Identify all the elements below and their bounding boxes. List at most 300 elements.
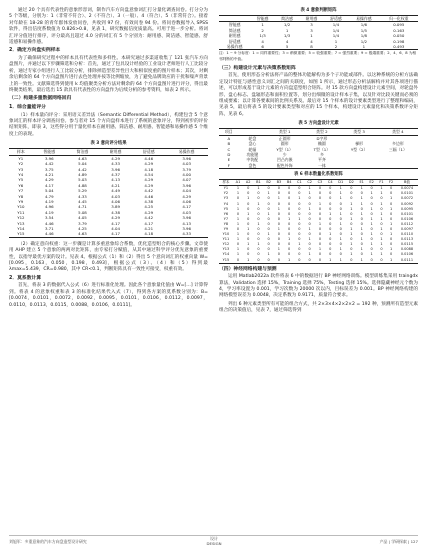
table-cell: 1 [362, 44, 366, 50]
table-cell: 0.0115 [400, 242, 414, 247]
table-cell: 0 [277, 221, 281, 226]
table-cell: 0 [267, 257, 270, 262]
table-cell: 0 [389, 201, 393, 206]
table-cell: 4.96 [44, 204, 54, 210]
design-element-table [219, 128, 418, 169]
table-cell: 0 [329, 247, 332, 252]
table-cell: 1 [380, 242, 383, 247]
table-header-cell: B4 [286, 180, 292, 185]
table-cell: 1 [339, 196, 342, 201]
table-cell: 0.493 [393, 44, 405, 50]
table-cell: 0 [298, 257, 301, 262]
table-cell: 4 [261, 38, 264, 44]
table-cell: 1 [308, 206, 311, 211]
table-cell: 0 [257, 247, 260, 252]
table-cell: 0 [298, 206, 301, 211]
footer-journal-logo [179, 537, 249, 546]
table-cell: Y7 [18, 188, 24, 194]
table-cell: 0 [329, 196, 332, 201]
table-cell: 4.00 [182, 171, 191, 177]
table-cell: 1 [257, 221, 260, 226]
table-cell: 0.0112 [400, 221, 414, 226]
table-cell: 0 [267, 221, 270, 226]
table-cell: 0 [389, 237, 393, 242]
table-cell: 1/4 [332, 33, 340, 39]
table-cell: 0 [267, 242, 270, 247]
table-cell: Y6 [223, 211, 229, 216]
table-header-cell: C3 [317, 180, 323, 185]
table-cell: 0 [318, 186, 322, 191]
table-cell: Y1 [223, 186, 229, 191]
table-cell: 1 [339, 237, 342, 242]
table-cell: 3.96 [182, 225, 191, 231]
table-cell: 0.0111 [400, 257, 414, 262]
table-cell: 1 [350, 201, 353, 206]
table-cell: 0 [247, 221, 250, 226]
table-cell: T型（1） [313, 146, 331, 152]
table-cell: 0 [288, 201, 291, 206]
table-cell: 0 [360, 242, 363, 247]
table-cell: 0.0106 [400, 216, 414, 221]
table-cell: 轮盘 [248, 135, 257, 141]
table-cell: 3 [310, 27, 313, 33]
table-cell: 0 [277, 232, 281, 237]
table-cell: Y型（2） [350, 146, 368, 152]
table-cell: Y13 [17, 220, 25, 226]
table-cell: 0 [318, 237, 322, 242]
table-cell: 5.04 [78, 161, 87, 167]
table-cell: 1 [370, 216, 373, 221]
table-cell: 轮辐 [248, 146, 257, 152]
table-row [219, 163, 418, 169]
table-cell: 1 [247, 242, 250, 247]
table-row [219, 258, 418, 264]
table-cell: 1 [247, 196, 250, 201]
table-cell: 0 [288, 247, 291, 252]
table-header-cell: B3 [276, 180, 282, 185]
table-cell: 4.13 [182, 220, 191, 226]
table-cell: 0.0110 [400, 232, 414, 237]
table-cell: 1 [360, 237, 363, 242]
table-cell: 一体 [318, 162, 326, 168]
table-cell: 0 [329, 191, 332, 196]
table-cell: Y14 [222, 252, 230, 257]
table-cell: 0 [329, 216, 332, 221]
table-header-cell: B2 [266, 180, 271, 185]
table-cell: 4.04 [182, 188, 191, 194]
table-cell: 1 [285, 27, 289, 33]
table-cell: 0 [308, 221, 311, 226]
table-header-cell: 智能感 [256, 16, 269, 21]
table-cell: 0 [360, 232, 363, 237]
table-cell: 4.38 [111, 209, 120, 215]
table-cell: 1 [380, 191, 383, 196]
table-cell: 梯形 [355, 141, 363, 147]
section-heading: （二）构建多重数据网络回归 [9, 96, 72, 102]
table-header-cell: 简洁感 [281, 16, 293, 21]
table-cell: 4.29 [111, 155, 120, 161]
table-cell: 4.63 [78, 231, 87, 237]
table-cell: Y10 [222, 232, 230, 237]
table-cell: 6 [261, 44, 264, 50]
table-cell: 1 [236, 237, 240, 242]
table-cell: 1 [389, 232, 393, 237]
table-cell: A [227, 135, 231, 141]
table-cell: 1 [329, 211, 332, 216]
table-cell: Y4 [18, 171, 24, 177]
table-header-cell: E1 [359, 180, 364, 185]
table-header-cell: 归一化权重 [389, 16, 409, 21]
table-cell: 0 [288, 232, 291, 237]
table-cell: 0 [389, 252, 393, 257]
table-cell: 0 [257, 237, 260, 242]
table-cell: Y5 [223, 206, 229, 211]
table-cell: 4 [310, 38, 313, 44]
table-cell: 1 [236, 186, 240, 191]
table-cell: 4.45 [78, 198, 87, 204]
table-cell: 0 [298, 237, 301, 242]
table-cell: 3.75 [44, 166, 54, 172]
table-cell: Y13 [222, 247, 230, 252]
table-cell: 1 [308, 191, 311, 196]
table-cell: 1 [257, 186, 260, 191]
table-cell: 0 [247, 216, 250, 221]
table-cell: 1 [339, 186, 342, 191]
table-cell: 0 [389, 216, 393, 221]
table-cell: 0.0095 [400, 206, 414, 211]
table-cell: 4.17 [182, 204, 191, 210]
table-cell: 0 [350, 211, 353, 216]
table-cell: 0 [277, 257, 281, 262]
footer-logo-subtext: DESIGN [206, 540, 222, 546]
table-cell: 1 [247, 211, 250, 216]
table-header-cell: 舒适感 [142, 149, 155, 155]
table-cell: 1 [339, 211, 342, 216]
table-cell: 1 [261, 22, 264, 28]
table-cell: 0 [288, 196, 291, 201]
table-cell: 1 [288, 237, 291, 242]
table-cell: 0 [380, 257, 383, 262]
table-cell: 1 [277, 247, 281, 252]
table-cell: 0 [247, 232, 250, 237]
table-cell: 0 [257, 226, 260, 231]
table-cell: 0 [360, 216, 363, 221]
table-cell: 0 [370, 186, 373, 191]
table-cell: 1 [370, 242, 373, 247]
table-cell: 0.0106 [400, 252, 414, 257]
table-cell: 1/2 [283, 22, 291, 28]
table-cell: 1 [334, 38, 338, 44]
paragraph: 列出 6 种元素类型所有可能的组合方式，共 2×3×4×2×2×2 = 192 种，预测所有造型元素组合的决策值后，见表 7，通过筛选得到 [219, 301, 418, 314]
table-cell: 0 [318, 242, 322, 247]
table-cell: 4.33 [78, 193, 87, 199]
table-cell: 4.38 [144, 198, 154, 204]
table-cell: 0 [318, 191, 322, 196]
table-cell: 1 [236, 201, 240, 206]
table-cell: 1/4 [332, 22, 340, 28]
table-cell: 1 [277, 206, 281, 211]
table-cell: 1 [236, 216, 240, 221]
table-cell: 0 [350, 196, 353, 201]
table-cell: 1/8 [360, 33, 367, 39]
table-caption: 表 4 意象判断矩阵 [300, 8, 337, 13]
table-cell: 1 [380, 216, 383, 221]
table-cell: 0 [370, 211, 373, 216]
table-cell: 0 [350, 186, 353, 191]
table-header-cell: 样本 [16, 149, 25, 155]
table-cell: Y10 [17, 204, 25, 210]
table-cell: 0.0092 [400, 201, 414, 206]
table-cell: 4.29 [144, 177, 154, 183]
table-cell: 0 [277, 242, 281, 247]
table-cell [341, 163, 378, 169]
table-cell: 1 [389, 257, 393, 262]
table-cell: 0 [329, 221, 332, 226]
table-header-cell: C4 [327, 180, 333, 185]
table-cell: Y11 [17, 209, 25, 215]
table-cell: 0 [288, 252, 291, 257]
table-header-cell: 类型 4 [392, 129, 404, 135]
table-cell: 0 [380, 196, 383, 201]
table-cell: 0 [257, 196, 260, 201]
table-cell: 0 [277, 191, 281, 196]
table-cell: 0 [277, 211, 281, 216]
table-cell: 1 [236, 206, 240, 211]
table-cell: 3.96 [182, 182, 191, 188]
table-cell: 0 [339, 252, 342, 257]
table-cell: 1 [308, 186, 311, 191]
table-cell: 4.49 [111, 188, 120, 194]
table-cell: 0 [288, 226, 291, 231]
table-cell: 0 [308, 257, 311, 262]
table-cell: 0 [277, 252, 281, 257]
footer-article-title: 刘旭军：多重意象的汽车方向盘造型设计研究 [9, 539, 87, 544]
table-header-cell: 易操作感 [178, 149, 195, 155]
table-cell: 1 [267, 232, 270, 237]
table-cell: 智能感 [228, 22, 241, 28]
table-cell: 0 [288, 211, 291, 216]
table-cell: 1/6 [360, 22, 367, 28]
table-cell: 盘心 [248, 141, 257, 147]
table-cell: Y4 [223, 201, 229, 206]
table-cell: 3.96 [182, 155, 191, 161]
table-caption: 表 5 方向盘设计元素 [298, 121, 339, 127]
table-cell: 0 [288, 186, 291, 191]
table-cell: 4.19 [44, 198, 54, 204]
table-cell: 正圆形 [278, 135, 291, 141]
table-cell: 0 [308, 196, 311, 201]
table-cell [378, 163, 418, 169]
table-cell: Y9 [223, 226, 229, 231]
table-cell: 1 [298, 216, 301, 221]
table-cell: 4.46 [144, 155, 154, 161]
table-cell: 0 [329, 237, 332, 242]
table-cell: 0 [247, 191, 250, 196]
table-cell: 0 [329, 242, 332, 247]
table-cell: 4.03 [182, 161, 191, 167]
table-cell: 1 [360, 226, 363, 231]
table-header-cell: 类型 1 [278, 129, 291, 135]
table-cell: 3.54 [44, 215, 54, 221]
table-cell: Y12 [222, 242, 230, 247]
table-cell: Y3 [223, 196, 229, 201]
table-cell: 1 [350, 252, 353, 257]
table-cell: 0 [308, 201, 311, 206]
table-cell: 3.79 [182, 166, 191, 172]
table-cell: 4.46 [44, 231, 54, 237]
table-cell: 1 [318, 247, 322, 252]
table-cell: 0 [389, 191, 393, 196]
table-cell: 1 [350, 226, 353, 231]
table-cell: 0 [339, 232, 342, 237]
table-cell: Y型（1） [276, 146, 293, 152]
table-cell: 0 [389, 242, 393, 247]
table-cell: Y2 [18, 161, 24, 167]
table-cell: 0 [298, 186, 301, 191]
table-cell: 1/3 [259, 33, 266, 39]
table-cell: 0 [389, 186, 393, 191]
table-cell: 1 [247, 226, 250, 231]
table-cell: 0 [298, 191, 301, 196]
table-cell: 0 [370, 247, 373, 252]
table-cell: 1 [370, 252, 373, 257]
table-cell: 0.198 [393, 38, 405, 44]
table-cell: 0 [318, 257, 322, 262]
table-cell: 1 [267, 211, 270, 216]
table-cell: 平齐 [318, 157, 326, 163]
table-cell: 1 [370, 206, 373, 211]
table-header-cell: 耐用感 [305, 16, 318, 21]
table-cell: 0 [247, 252, 250, 257]
table-header-cell: C2 [307, 180, 312, 185]
table-caption: 表 6 样本数量化系数矩阵 [294, 172, 343, 178]
table-cell: 0.163 [393, 27, 405, 33]
table-cell: 1 [380, 211, 383, 216]
table-cell: 0 [247, 237, 250, 242]
table-header-cell: A1 [235, 180, 241, 185]
table-cell: Y14 [17, 225, 25, 231]
table-cell: 4.06 [111, 198, 120, 204]
section-heading: （三）构建设计元素与决策系数矩阵 [219, 65, 296, 71]
table-cell: 中装配 [246, 157, 259, 163]
table-cell: 4.33 [182, 231, 191, 237]
table-cell: 0 [298, 226, 301, 231]
table-cell: 4 [285, 38, 289, 44]
table-cell: 5.03 [78, 177, 87, 183]
table-cell: 0 [236, 257, 240, 262]
table-cell: B [227, 141, 231, 147]
table-cell: 4.03 [182, 209, 191, 215]
table-cell: 4.88 [78, 182, 87, 188]
table-cell: Y3 [18, 166, 24, 172]
table-cell: 0 [277, 216, 281, 221]
table-cell: 0 [339, 216, 342, 221]
table-cell: 4.18 [144, 166, 154, 172]
paragraph: 运用 Matlab2022a 软件将表 6 中的数据进行 BP 神经网络训练。模型训练集采用 traingdx 算法，Validation 选择 15%，Training 选择 75%，Testing 选择 15%。选择隐藏神经元个数为 4，学习率设置为 0.001，学习次数为 20000 次以内，目标误差为 0.001。BP 神经网络构建的网络模型误差为 0.0048，决定系数为 0.9171，质量符合要求。 [219, 274, 418, 299]
table-cell: 1 [277, 196, 281, 201]
table-header-cell: F2 [388, 180, 394, 185]
table-cell: 4.07 [182, 177, 191, 183]
table-cell: 0 [277, 201, 281, 206]
table-cell: 4.21 [144, 225, 154, 231]
table-cell: 1 [288, 257, 291, 262]
table-cell: 0 [360, 206, 363, 211]
table-cell: 椭圆 [318, 141, 326, 147]
table-cell: 1 [350, 206, 353, 211]
table-cell: 1 [236, 191, 240, 196]
table-cell: 0 [380, 221, 383, 226]
table-cell: 0.095 [393, 22, 405, 28]
table-cell: 0 [339, 226, 342, 231]
table-cell: Y15 [222, 257, 230, 262]
table-header-cell: C1 [297, 180, 302, 185]
table-cell: 1 [350, 242, 353, 247]
table-cell: 0 [257, 257, 260, 262]
table-cell: 1 [389, 196, 393, 201]
table-cell: Y15 [17, 231, 25, 237]
table-cell: 0 [236, 211, 240, 216]
table-cell: 1/2 [360, 38, 367, 44]
table-cell: 0.0074 [400, 186, 414, 191]
table-cell: 0.0088 [400, 247, 414, 252]
table-cell: 1 [318, 221, 322, 226]
table-cell: 0 [339, 242, 342, 247]
table-cell: 0 [267, 216, 270, 221]
table-cell: 1 [370, 221, 373, 226]
table-cell: 1 [370, 191, 373, 196]
table-cell: 0 [267, 196, 270, 201]
table-cell: 4.37 [111, 171, 120, 177]
table-cell: 0 [318, 216, 322, 221]
table-cell: 0 [308, 242, 311, 247]
table-cell: 4.54 [144, 171, 154, 177]
table-cell: Y1 [18, 155, 24, 161]
table-cell: 1 [257, 201, 260, 206]
table-cell: 1 [360, 211, 363, 216]
table-cell: 1 [350, 232, 353, 237]
table-cell: 4.17 [44, 182, 54, 188]
table-cell: 0 [350, 191, 353, 196]
table-cell: 4.29 [182, 193, 191, 199]
table-cell: 4.63 [78, 155, 87, 161]
footer-logo-text: 设计 [210, 536, 218, 541]
table-cell: 1 [360, 201, 363, 206]
table-header-cell: 耐用感 [109, 149, 122, 155]
table-cell: 0 [257, 206, 260, 211]
table-cell: 1 [267, 191, 270, 196]
table-cell: 1 [236, 247, 240, 252]
table-cell: 0 [380, 206, 383, 211]
table-cell: Y9 [18, 198, 24, 204]
table-note: 注：1 ~ 9 分标度：1 = 同样重要性；3 = 稍微重要；5 = 较强重要；7 = 强烈重要；9 = 极端重要；2、4、6、8 为相邻判断的中值。 [219, 51, 417, 61]
table-cell: 1 [318, 201, 322, 206]
table-cell: 4.42 [144, 188, 154, 194]
table-cell: 0 [318, 206, 322, 211]
table-cell: 0 [318, 252, 322, 257]
table-row [219, 44, 418, 50]
table-cell: 0 [329, 226, 332, 231]
table-cell: 1 [360, 186, 363, 191]
table-cell: 凹凸内嵌 [276, 157, 293, 163]
table-cell: 5.08 [78, 209, 87, 215]
table-cell: 0.0072 [400, 196, 414, 201]
section-heading: （四）神经网络构建与预测 [219, 266, 277, 272]
table-cell: 0 [236, 196, 240, 201]
table-cell: 0 [318, 196, 322, 201]
table-cell: F [227, 162, 230, 168]
table-cell: 多边形 [392, 141, 404, 147]
sd-score-table [9, 148, 208, 238]
